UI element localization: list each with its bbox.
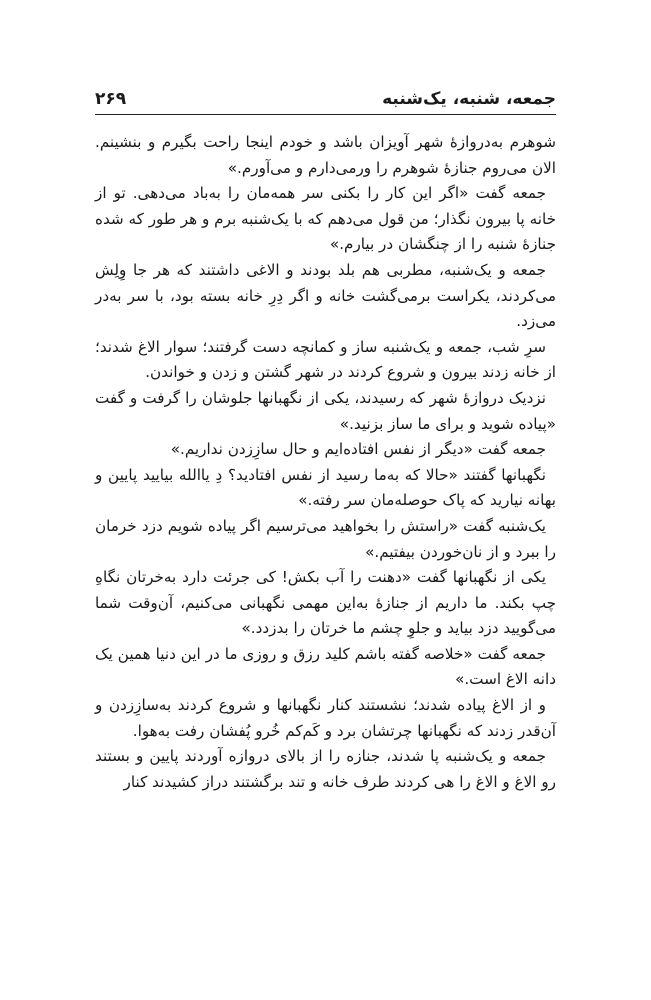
paragraph: یک‌شنبه گفت «راستش را بخواهید می‌ترسیم اگر پیاده شویم دزد خرمان را ببرد و از نان‌خوردن بیفتیم.» (95, 516, 556, 561)
running-header (95, 82, 556, 115)
paragraph: سرِ شب، جمعه و یک‌شنبه ساز و کمانچه دست گرفتند؛ سوار الاغ شدند؛ از خانه زدند بیرون و شروع کردند در شهر گشتن و زدن و خواندن. (95, 337, 556, 382)
paragraph: یکی از نگهبانها گفت «دهنت را آب بکش! کی جرئت دارد به‌خرتان نگاهِ چپ بکند. ما داریم از جنازهٔ به‌این مهمی نگهبانی می‌کنیم، آن‌وقت شما می‌گویید دزد بیاید و جلوِ چشم ما خرتان را بدزدد.» (95, 568, 556, 638)
paragraph: جمعه گفت «دیگر از نفس افتاده‌ایم و حال سازِزدن نداریم.» (170, 440, 546, 459)
paragraph: جمعه گفت «اگر این کار را بکنی سر همه‌مان را به‌باد می‌دهی. تو از خانه پا بیرون نگذار؛ من قول می‌دهم که با یک‌شنبه برم و هر طور که شده جنازهٔ شنبه را از چنگشان در بیارم.» (95, 184, 556, 254)
paragraph: و از الاغ پیاده شدند؛ نشستند کنار نگهبانها و شروع کردند به‌سازِزدن و آن‌قدر زدند که نگهبانها چرتشان برد و کَم‌کم خُرو پُفشان رفت به‌هوا. (95, 696, 556, 740)
paragraph: جمعه و یک‌شنبه پا شدند، جنازه را از بالای دروازه آوردند پایین و بستند رو الاغ و الاغ را هی کردند طرف خانه و تند برگشتند دراز کشیدند کنار (95, 747, 556, 791)
paragraph: جمعه گفت «خلاصه گفته باشم کلید رزق و روزی ما در این دنیا همین یک دانه الاغ است.» (95, 644, 556, 689)
page-number: ۲۶۹ (95, 89, 127, 109)
paragraph: نزدیک دروازهٔ شهر که رسیدند، یکی از نگهبانها جلوشان را گرفت و گفت «پیاده شوید و برای ما ساز بزنید.» (95, 388, 556, 433)
paragraph: جمعه و یک‌شنبه، مطربی هم بلد بودند و الاغی داشتند که هر جا وِلِش می‌کردند، یکراست برمی‌گشت خانه و اگر دِرِ خانه بسته بود، با سر به‌در می‌زد. (95, 260, 556, 331)
paragraph: نگهبانها گفتند «حالا که به‌ما رسید از نفس افتادید؟ دِ یاالله بیایید پایین و بهانه نیارید که پاک حوصله‌مان سر رفته.» (95, 465, 556, 510)
paragraph-continued: شوهرم به‌دروازهٔ شهر آویزان باشد و خودم اینجا راحت بگیرم و بنشینم. الان می‌روم جنازهٔ شوهرم را ورمی‌دارم و می‌آورم.» (95, 133, 556, 177)
body-text (95, 130, 556, 795)
running-title: جمعه، شنبه، یک‌شنبه (382, 89, 556, 109)
